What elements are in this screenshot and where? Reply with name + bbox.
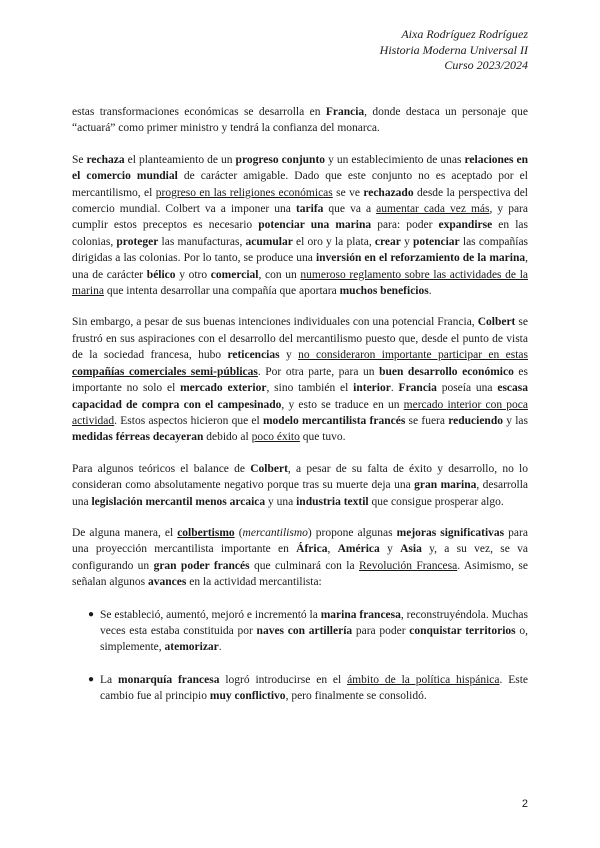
text-run: escasa capacidad de compra con el campesinado xyxy=(72,382,529,411)
text-run: poco éxito xyxy=(251,431,300,444)
list-item xyxy=(72,607,528,656)
paragraph: De alguna manera, el colbertismo (mercantilismo) propone algunas mejoras significativas para una proyección mercantilista importante en África, América y Asia y, a su vez, se va configurando un gran poder francés que culminará con la Revolución Francesa. Asimismo, se señalan algunos avances en la actividad mercantilista: xyxy=(72,526,528,589)
text-run: Colbert xyxy=(477,316,516,329)
text-run: reticencias xyxy=(227,349,280,362)
text-run: modelo mercantilista francés xyxy=(262,414,406,427)
text-run: mercado interior con poca actividad xyxy=(72,398,528,427)
text-run: colbertismo xyxy=(177,526,235,539)
text-run: Francia xyxy=(325,106,365,118)
page-number: 2 xyxy=(521,798,528,810)
text-run: atemorizar xyxy=(164,641,219,654)
bullet-list xyxy=(72,607,528,705)
body-text xyxy=(72,104,528,705)
text-run: conquistar territorios xyxy=(409,624,516,637)
text-run: monarquía francesa xyxy=(117,673,220,686)
paragraph: Para algunos teóricos el balance de Colbert, a pesar de su falta de éxito y desarrollo, no lo consideran como absolutamente negativo porque tras su muerte deja una gran marina, desarrolla una legislación mercantil menos arcaica y una industria textil que consigue prosperar algo. xyxy=(72,462,529,508)
text-run: aumentar cada vez más xyxy=(376,203,490,216)
paragraph: estas transformaciones económicas se desarrolla en Francia, donde destaca un personaje que “actuará” como primer ministro y tendrá la confianza del monarca. xyxy=(72,106,528,135)
text-run: rechazado xyxy=(363,186,414,199)
text-run: relaciones en el comercio mundial xyxy=(72,153,529,183)
text-run: acumular xyxy=(245,235,293,248)
text-run: América xyxy=(337,543,380,556)
paragraph: Se rechaza el planteamiento de un progreso conjunto y un establecimiento de unas relaciones en el comercio mundial de carácter amigable. Dado que este conjunto no es aceptado por el mercantilismo, el progreso en las religiones económicas se ve rechazado desde la perspectiva del comercio mundial. Colbert va a imponer una tarifa que va a aumentar cada vez más, y para cumplir estos preceptos es necesario potenciar una marina para: poder expandirse en las colonias, proteger las manufacturas, acumular el oro y la plata, crear y potenciar las compañías dirigidas a las colonias. Por lo tanto, se produce una inversión en el reforzamiento de la marina, una de carácter bélico y otro comercial, con un numeroso reglamento sobre las actividades de la marina que intenta desarrollar una compañía que aportara muchos beneficios. xyxy=(72,153,529,298)
text-run: interior xyxy=(353,382,391,395)
text-run: progreso en las religiones económicas xyxy=(155,186,333,199)
text-run: buen desarrollo económico xyxy=(379,365,514,378)
text-run: ámbito de la política hispánica xyxy=(347,673,500,686)
bullet-icon: ● xyxy=(88,608,95,620)
text-run: rechaza xyxy=(86,153,125,166)
text-run: industria textil xyxy=(296,495,369,508)
text-run: Asia xyxy=(400,543,422,556)
text-run: muchos beneficios xyxy=(339,285,429,298)
text-run: legislación mercantil menos arcaica xyxy=(91,495,266,508)
text-run: tarifa xyxy=(295,203,324,216)
text-run: compañías comerciales semi-públicas xyxy=(72,365,258,378)
text-run: proteger xyxy=(116,235,159,248)
text-run: muy conflictivo xyxy=(209,690,286,703)
text-run: potenciar una marina xyxy=(258,219,372,232)
text-run: avances xyxy=(148,576,187,589)
text-run: crear xyxy=(374,235,401,248)
bullet-icon: ● xyxy=(88,673,95,685)
text-run: mercado exterior xyxy=(180,382,267,395)
text-run: medidas férreas decayeran xyxy=(72,431,204,444)
text-run: numeroso reglamento sobre las actividades de la marina xyxy=(72,268,528,298)
text-run: naves con artillería xyxy=(256,624,353,637)
header-course: Curso 2023/2024 xyxy=(444,58,528,72)
text-run: marina francesa xyxy=(320,608,401,621)
text-run: mercantilismo xyxy=(242,526,308,539)
text-run: gran poder francés xyxy=(153,559,250,572)
text-run: comercial xyxy=(210,268,259,281)
text-run: Colbert xyxy=(250,462,288,475)
header-author: Aixa Rodríguez Rodríguez xyxy=(401,27,528,41)
text-run: gran marina xyxy=(414,479,477,492)
text-run: bélico xyxy=(146,268,176,281)
list-item-text: La monarquía francesa logró introducirse en el ámbito de la política hispánica. Este cambio fue al principio muy conflictivo, pero finalmente se consolidó. xyxy=(100,673,529,703)
text-run: progreso conjunto xyxy=(235,153,326,166)
header-subject: Historia Moderna Universal II xyxy=(379,42,528,57)
text-run: potenciar xyxy=(413,235,460,248)
text-run: expandirse xyxy=(438,219,493,232)
text-run: inversión en el reforzamiento de la marina xyxy=(315,252,526,265)
text-run: Francia xyxy=(398,382,437,395)
list-item-text: Se estableció, aumentó, mejoró e incrementó la marina francesa, reconstruyéndola. Muchas veces esta estaba constituida por naves con artillería para poder conquistar territorios o, simplemente, atemorizar. xyxy=(100,608,528,654)
paragraph: Sin embargo, a pesar de sus buenas intenciones individuales con una potencial Francia, Colbert se frustró en sus aspiraciones con el desarrollo del mercantilismo puesto que, desde el punto de vista de la sociedad francesa, hubo reticencias y no consideraron importante participar en estas compañías comerciales semi-públicas. Por otra parte, para un buen desarrollo económico es importante no solo el mercado exterior, sino también el interior. Francia poseía una escasa capacidad de compra con el campesinado, y esto se traduce en un mercado interior con poca actividad. Estos aspectos hicieron que el modelo mercantilista francés se fuera reduciendo y las medidas férreas decayeran debido al poco éxito que tuvo. xyxy=(72,316,529,444)
text-run: mejoras significativas xyxy=(396,526,505,539)
text-run: reduciendo xyxy=(448,414,503,427)
text-run: África xyxy=(296,543,328,556)
text-run: no consideraron importante participar en estas xyxy=(298,349,528,362)
list-item xyxy=(72,672,528,705)
text-run: Revolución Francesa xyxy=(358,559,458,572)
page-header xyxy=(380,27,528,74)
